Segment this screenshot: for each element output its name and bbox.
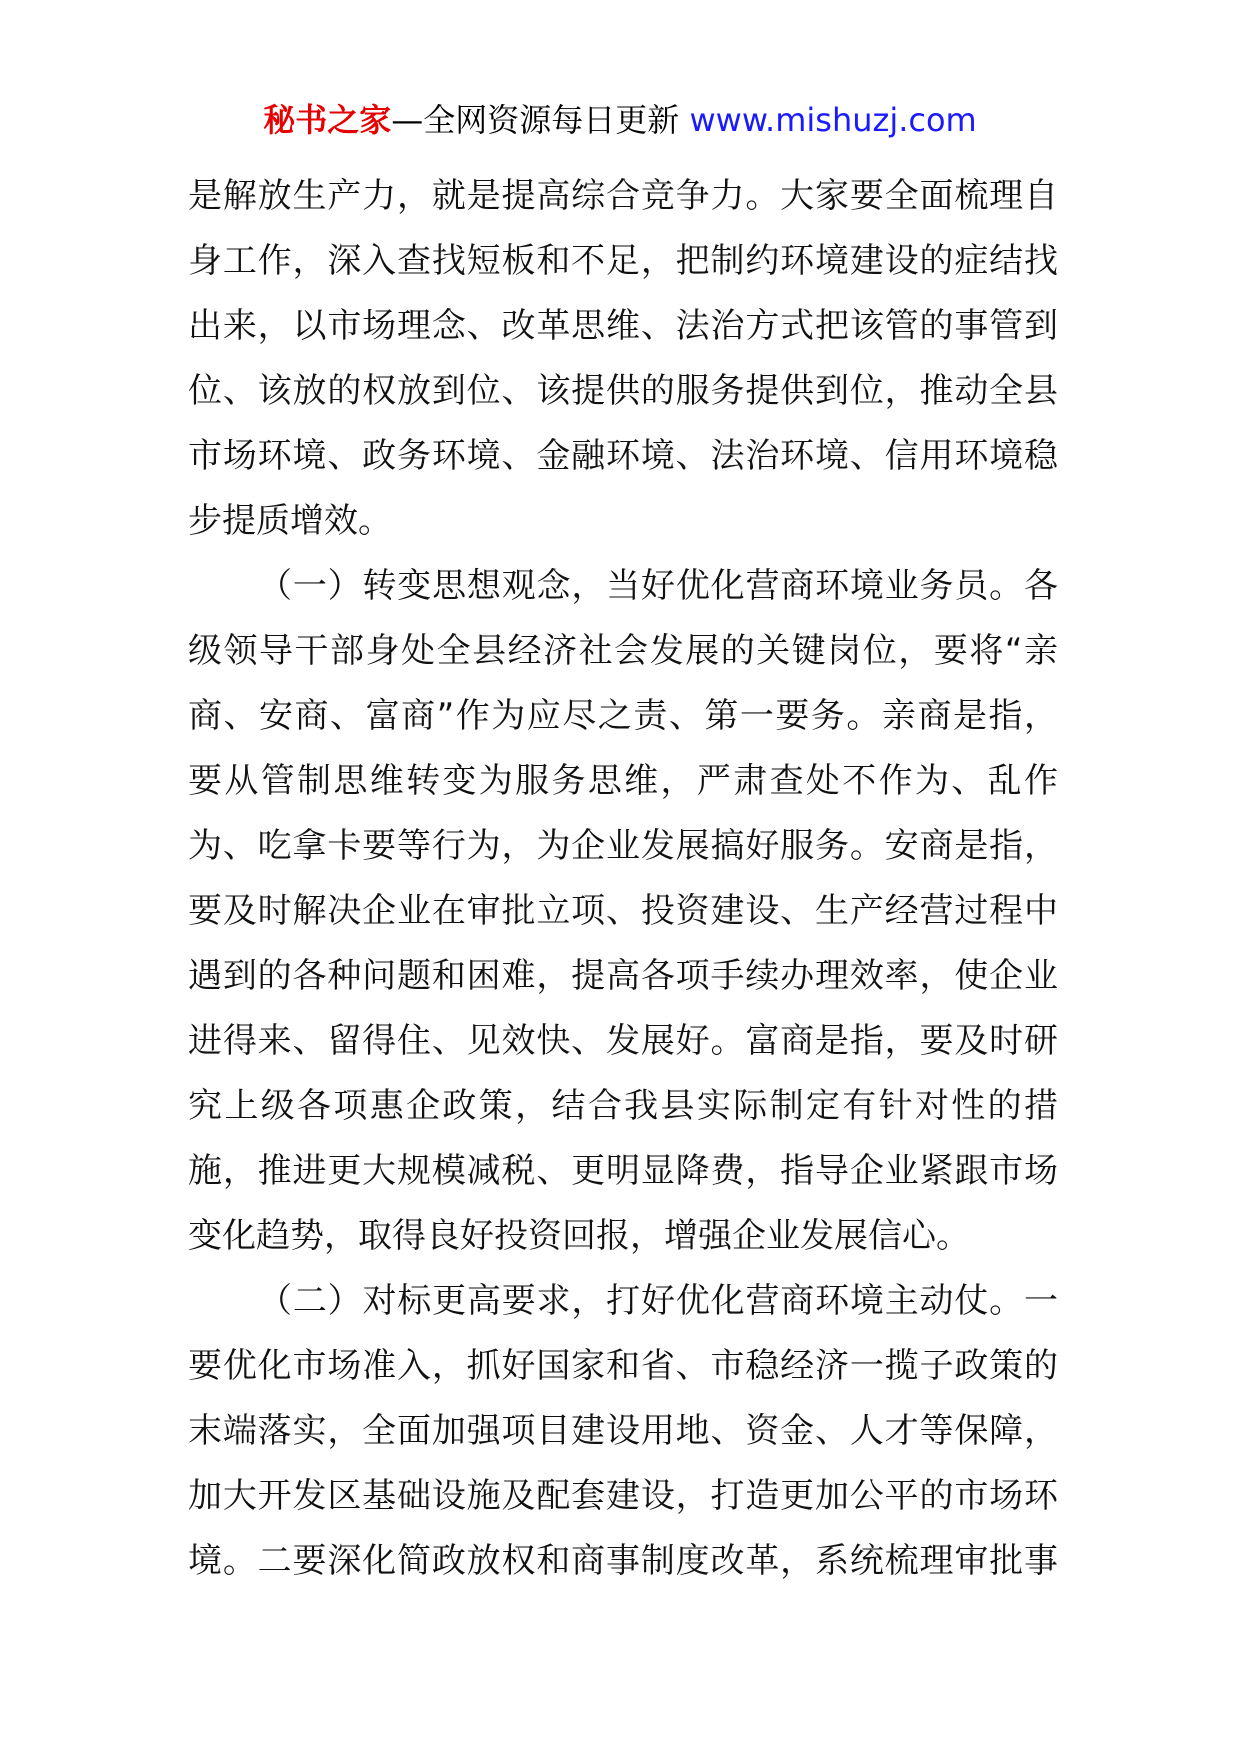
text-line: 市场环境、政务环境、金融环境、法治环境、信用环境稳 xyxy=(188,436,1058,476)
text-line: 要优化市场准入，抓好国家和省、市稳经济一揽子政策的 xyxy=(188,1346,1058,1386)
header-tagline: —全网资源每日更新 xyxy=(391,101,680,139)
text-line: 级领导干部身处全县经济社会发展的关键岗位，要将“亲 xyxy=(188,631,1058,671)
text-line: 末端落实，全面加强项目建设用地、资金、人才等保障， xyxy=(188,1411,1058,1451)
page-header xyxy=(0,98,1240,142)
text-line: 位、该放的权放到位、该提供的服务提供到位，推动全县 xyxy=(188,371,1058,411)
text-line: 进得来、留得住、见效快、发展好。富商是指，要及时研 xyxy=(188,1021,1058,1061)
text-line: 出来，以市场理念、改革思维、法治方式把该管的事管到 xyxy=(188,306,1058,346)
text-line: 是解放生产力，就是提高综合竞争力。大家要全面梳理自 xyxy=(188,176,1058,216)
paragraph-heading-1: （一）转变思想观念，当好优化营商环境业务员。各 xyxy=(258,566,1058,606)
text-line: 要从管制思维转变为服务思维，严肃查处不作为、乱作 xyxy=(188,761,1058,801)
document-body xyxy=(188,164,1058,1594)
text-line: 要及时解决企业在审批立项、投资建设、生产经营过程中 xyxy=(188,891,1058,931)
text-line: 步提质增效。 xyxy=(188,501,392,541)
text-line: 商、安商、富商”作为应尽之责、第一要务。亲商是指， xyxy=(188,696,1058,736)
text-line: 身工作，深入查找短板和不足，把制约环境建设的症结找 xyxy=(188,241,1058,281)
text-line: 为、吃拿卡要等行为，为企业发展搞好服务。安商是指， xyxy=(188,826,1058,866)
paragraph-heading-2: （二）对标更高要求，打好优化营商环境主动仗。一 xyxy=(258,1281,1058,1321)
brand-name: 秘书之家 xyxy=(263,101,392,139)
text-line: 遇到的各种问题和困难，提高各项手续办理效率，使企业 xyxy=(188,956,1058,996)
text-line: 加大开发区基础设施及配套建设，打造更加公平的市场环 xyxy=(188,1476,1058,1516)
text-line: 变化趋势，取得良好投资回报，增强企业发展信心。 xyxy=(188,1216,970,1256)
text-line: 究上级各项惠企政策，结合我县实际制定有针对性的措 xyxy=(188,1086,1058,1126)
text-line: 施，推进更大规模减税、更明显降费，指导企业紧跟市场 xyxy=(188,1151,1058,1191)
text-line: 境。二要深化简政放权和商事制度改革，系统梳理审批事 xyxy=(188,1541,1058,1581)
website-link[interactable]: www.mishuzj.com xyxy=(689,101,977,139)
